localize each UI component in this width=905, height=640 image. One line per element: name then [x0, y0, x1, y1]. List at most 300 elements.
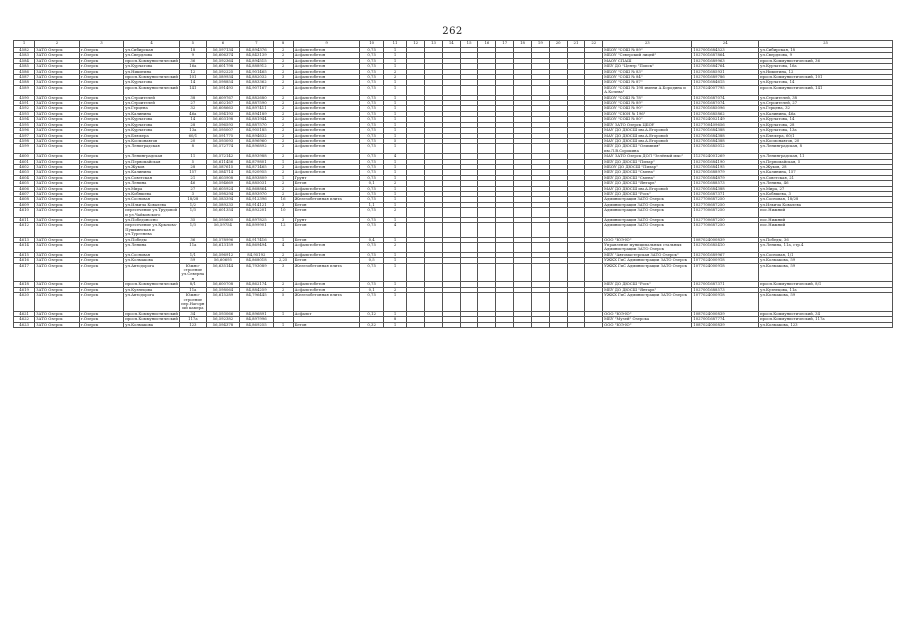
area-cell: 0,75 — [360, 80, 383, 85]
surface-type-cell: Грунт — [293, 175, 360, 180]
house-number-cell: 8/1 — [179, 282, 206, 287]
row-number-cell: 4615 — [14, 252, 35, 257]
source-address-cell: ул.Герцена, 32 — [759, 106, 893, 111]
latitude-cell: 56,597134 — [206, 48, 239, 53]
municipality-cell: ЗАТО Озерск — [35, 218, 80, 223]
settlement-cell: г.Озерск — [79, 287, 124, 292]
empty-cell — [407, 263, 425, 282]
empty-cell — [425, 263, 443, 282]
ogrn-cell: 1027001689786 — [692, 75, 759, 80]
house-number-cell: 27 — [179, 186, 206, 191]
settlement-cell: г.Озерск — [79, 159, 124, 164]
house-number-cell: 28 — [179, 122, 206, 127]
settlement-cell: г.Озерск — [79, 75, 124, 80]
empty-cell — [460, 208, 478, 218]
house-number-cell: Южно-строение пер.Нагорный камера — [181, 292, 205, 311]
latitude-cell: 56,594193 — [206, 111, 239, 116]
surface-type-cell: Бетон — [293, 322, 360, 327]
empty-cell — [460, 243, 478, 253]
empty-cell — [478, 144, 496, 154]
latitude-cell: 56,598854 — [206, 80, 239, 85]
surface-type-cell: Асфальтобетон — [293, 133, 360, 138]
municipality-cell: ЗАТО Озерск — [35, 191, 80, 196]
latitude-cell: 56,613159 — [206, 243, 239, 253]
bin-count-cell: 1 — [383, 128, 406, 133]
municipality-cell: ЗАТО Озерск — [35, 311, 80, 316]
empty-cell — [549, 85, 567, 95]
surface-type-cell: Асфальтобетон — [293, 164, 360, 169]
house-number-cell: 59 — [179, 258, 206, 263]
latitude-cell: 56,595605 — [206, 218, 239, 223]
container-count-cell: 1 — [273, 159, 293, 164]
surface-type-cell: Асфальтобетон — [293, 144, 360, 154]
longitude-cell: 84,899901 — [240, 223, 273, 237]
latitude-cell: 56,601354 — [206, 208, 239, 218]
row-number-cell: 4595 — [14, 122, 35, 127]
area-cell: 0,75 — [360, 175, 383, 180]
owner-cell: МБУ ДО ДЮСШ "Рось" — [603, 282, 692, 287]
municipality-cell: ЗАТО Озерск — [35, 80, 80, 85]
municipality-cell: ЗАТО Озерск — [35, 263, 80, 282]
source-address-cell: ул.Ленина, 11а, стр.4 — [759, 243, 893, 253]
surface-type-cell: Грунт — [293, 218, 360, 223]
source-address-cell: ул.Курчатова, 13а — [759, 128, 893, 133]
ogrn-cell: 1027001688573 — [692, 287, 759, 292]
empty-cell — [407, 144, 425, 154]
settlement-cell: г.Озерск — [79, 197, 124, 202]
empty-cell — [442, 144, 460, 154]
house-number-cell: 35 — [179, 218, 206, 223]
owner-cell: МБУ ЗАТО Озерск ЦБОУ — [603, 122, 692, 127]
latitude-cell: 56,603198 — [206, 117, 239, 122]
empty-cell — [496, 293, 514, 312]
settlement-cell: г.Озерск — [79, 128, 124, 133]
empty-cell — [531, 322, 549, 327]
surface-type-cell: Асфальтобетон — [293, 85, 360, 95]
latitude-cell: 56,578996 — [206, 237, 239, 242]
longitude-cell: 84,868864 — [240, 186, 273, 191]
ogrn-cell: 1027001688979 — [692, 170, 759, 175]
column-number: 24 — [692, 41, 759, 48]
street-cell: ул.Строителей — [124, 101, 180, 106]
longitude-cell: 84,901465 — [240, 69, 273, 74]
row-number-cell: 4612 — [14, 223, 35, 237]
longitude-cell: 84,894632 — [240, 133, 273, 138]
longitude-cell: 84,888912 — [240, 64, 273, 69]
column-number: 5 — [179, 41, 206, 48]
empty-cell — [514, 263, 532, 282]
row-number-cell: 4619 — [14, 287, 35, 292]
latitude-cell: 56,602167 — [206, 101, 239, 106]
area-cell: 0,75 — [360, 164, 383, 169]
owner-cell: ООО "ЮЭ-Ю" — [603, 237, 692, 242]
empty-cell — [549, 263, 567, 282]
empty-cell — [585, 223, 603, 237]
empty-cell — [531, 263, 549, 282]
street-cell: ул.Курчатова — [124, 64, 180, 69]
row-number-cell: 4606 — [14, 186, 35, 191]
source-address-cell: ул.Жуков, 28 — [759, 164, 893, 169]
bin-count-cell: 1 — [383, 133, 406, 138]
longitude-cell: 84,896960 — [240, 138, 273, 143]
surface-type-cell: Бетон — [293, 181, 360, 186]
area-cell: 0,1 — [360, 181, 383, 186]
ogrn-cell: 1027024002149 — [692, 117, 759, 122]
empty-cell — [407, 208, 425, 218]
area-cell: 1,1 — [360, 202, 383, 207]
container-count-cell: 1 — [273, 311, 293, 316]
area-cell: 0,75 — [360, 208, 383, 218]
owner-cell: МБОУ "СОШ № 90" — [603, 106, 692, 111]
municipality-cell: ЗАТО Озерск — [35, 181, 80, 186]
latitude-cell: 56,594378 — [206, 322, 239, 327]
municipality-cell: ЗАТО Озерск — [35, 122, 80, 127]
empty-cell — [425, 293, 443, 312]
owner-cell: МБОУ ДО ДЮСШ "Пилар" — [603, 164, 692, 169]
street-cell: ул.Калинина — [124, 111, 180, 116]
row-number-cell: 4599 — [14, 144, 35, 154]
container-count-cell: 2 — [273, 164, 293, 169]
container-count-cell: 2 — [273, 287, 293, 292]
latitude-cell: 56,605924 — [206, 186, 239, 191]
area-cell: 0,75 — [360, 159, 383, 164]
longitude-cell: 84,907167 — [240, 85, 273, 95]
empty-cell — [425, 243, 443, 253]
owner-cell: МБУ ДО ДЮСШ "Олимпия" им.Л.В.Сорокина — [603, 144, 692, 154]
empty-cell — [407, 243, 425, 253]
longitude-cell: 84,894376 — [240, 48, 273, 53]
house-number-cell: 20 — [179, 138, 206, 143]
page-number: 262 — [442, 26, 463, 37]
container-count-cell: 2 — [273, 181, 293, 186]
bin-count-cell: 1 — [383, 170, 406, 175]
house-number-cell: 21 — [179, 175, 206, 180]
longitude-cell: 84,793089 — [240, 263, 273, 282]
bin-count-cell: 2 — [383, 75, 406, 80]
owner-cell: МБОУ "Северский лицей" — [603, 53, 692, 58]
source-address-cell: просп.Коммунистический, 36 — [759, 58, 893, 63]
container-count-cell: 2 — [273, 138, 293, 143]
surface-type-cell: Асфальтобетон — [293, 191, 360, 196]
row-number-cell: 4597 — [14, 133, 35, 138]
street-cell: ул.Курчатова — [124, 80, 180, 85]
municipality-cell: ЗАТО Озерск — [35, 128, 80, 133]
bin-count-cell: 1 — [383, 58, 406, 63]
longitude-cell: 84,920955 — [240, 170, 273, 175]
settlement-cell: г.Озерск — [79, 191, 124, 196]
source-address-cell: ул.Сибирская, 18 — [759, 48, 893, 53]
column-number: 9 — [293, 41, 360, 48]
bin-count-cell: 1 — [383, 80, 406, 85]
owner-cell: МБУ "Автомастерская ЗАТО Озерск" — [603, 252, 692, 257]
table-row — [14, 243, 893, 253]
row-number-cell: 4622 — [14, 317, 35, 322]
empty-cell — [549, 322, 567, 327]
empty-cell — [585, 293, 603, 312]
area-cell: 0,75 — [360, 154, 383, 159]
ogrn-cell: 1027001684523 — [692, 48, 759, 53]
municipality-cell: ЗАТО Озерск — [35, 159, 80, 164]
bin-count-cell: 1 — [383, 218, 406, 223]
longitude-cell: 84,868018 — [240, 258, 273, 263]
house-number-cell: 14 — [179, 117, 206, 122]
latitude-cell: 56,600708 — [206, 282, 239, 287]
house-number-cell: 101 — [179, 75, 206, 80]
ogrn-cell: 1027001687371 — [692, 282, 759, 287]
longitude-cell: 84,95192 — [240, 252, 273, 257]
street-cell: ул.Никитина — [124, 69, 180, 74]
container-count-cell: 2 — [273, 128, 293, 133]
column-number: 13 — [425, 41, 443, 48]
bin-count-cell: 1 — [383, 293, 406, 312]
owner-cell: МБОУ "СОШ № 80" — [603, 117, 692, 122]
empty-cell — [442, 293, 460, 312]
ogrn-cell: 1027700687250 — [692, 202, 759, 207]
bin-count-cell: 4 — [383, 154, 406, 159]
owner-cell: МБУ ДО ДЮСШ "Смена" — [603, 175, 692, 180]
ogrn-cell: 1027001685862 — [692, 111, 759, 116]
street-cell: ул.Сибирская — [124, 48, 180, 53]
area-cell: 0,75 — [360, 85, 383, 95]
surface-type-cell: Асфальтобетон — [293, 117, 360, 122]
source-address-cell: ул.Колмакова, 123 — [759, 322, 893, 327]
street-cell: ул.Курчатова — [124, 117, 180, 122]
bin-count-cell: 1 — [383, 258, 406, 263]
empty-cell — [514, 243, 532, 253]
settlement-cell: г.Озерск — [79, 223, 124, 237]
empty-cell — [496, 263, 514, 282]
empty-cell — [567, 293, 585, 312]
municipality-cell: ЗАТО Озерск — [35, 282, 80, 287]
owner-cell: Администрация ЗАТО Озерск — [603, 218, 692, 223]
settlement-cell: г.Озерск — [79, 311, 124, 316]
container-count-cell: 2,25 — [273, 258, 293, 263]
empty-cell — [460, 322, 478, 327]
area-cell: 0,75 — [360, 64, 383, 69]
area-cell: 0,12 — [360, 311, 383, 316]
municipality-cell: ЗАТО Озерск — [35, 133, 80, 138]
latitude-cell: 56,603908 — [206, 175, 239, 180]
empty-cell — [549, 144, 567, 154]
municipality-cell: ЗАТО Озерск — [35, 322, 80, 327]
municipality-cell: ЗАТО Озерск — [35, 75, 80, 80]
latitude-cell: 56,606374 — [206, 53, 239, 58]
municipality-cell: ЗАТО Озерск — [35, 223, 80, 237]
municipality-cell: ЗАТО Озерск — [35, 317, 80, 322]
empty-cell — [531, 85, 549, 95]
area-cell: 0,75 — [360, 106, 383, 111]
house-number-cell: 14 — [179, 80, 206, 85]
surface-type-cell: Асфальтобетон — [293, 80, 360, 85]
source-address-cell: ул.Колмакова, 59 — [759, 293, 893, 312]
ogrn-cell: 1027001685931 — [692, 69, 759, 74]
longitude-cell: 84,843139 — [240, 53, 273, 58]
surface-type-cell: Асфальтобетон — [293, 170, 360, 175]
area-cell: 0,75 — [360, 293, 383, 312]
street-cell: просп.Коммунистический — [125, 311, 178, 316]
municipality-cell: ЗАТО Озерск — [35, 69, 80, 74]
house-number-cell: 1/3 — [179, 208, 206, 218]
settlement-cell: г.Озерск — [79, 293, 124, 312]
municipality-cell: ЗАТО Озерск — [35, 186, 80, 191]
owner-cell: МБОУ "СОШ № 78" — [603, 95, 692, 100]
table-row — [14, 208, 893, 218]
empty-cell — [442, 85, 460, 95]
empty-cell — [496, 208, 514, 218]
surface-type-cell: Асфальтобетон — [293, 154, 360, 159]
source-address-cell: ул.Советская, 21 — [759, 175, 893, 180]
owner-cell: МАУ ДО ДЮСШ им.А.Егоровой — [603, 186, 692, 191]
empty-cell — [442, 208, 460, 218]
owner-cell: Управление муниципальных стальных Администрации ЗАТО Озерск — [603, 243, 692, 253]
empty-cell — [531, 144, 549, 154]
owner-cell: МАОУ СПАШ — [603, 58, 692, 63]
settlement-cell: г.Озерск — [79, 186, 124, 191]
bin-count-cell: 1 — [383, 144, 406, 154]
longitude-cell: 84,887570 — [240, 122, 273, 127]
latitude-cell: 56,591493 — [206, 85, 239, 95]
owner-cell: ООО "ЮЭ-Ю" — [603, 322, 692, 327]
bin-count-cell: 5 — [383, 138, 406, 143]
area-cell: 0,75 — [360, 122, 383, 127]
column-number: 10 — [360, 41, 383, 48]
source-address-cell: ул.Ленина, 46 — [759, 181, 893, 186]
empty-cell — [460, 85, 478, 95]
row-number-cell: 4618 — [14, 282, 35, 287]
source-address-cell: просп.Коммунистический, 117а — [759, 317, 893, 322]
area-cell: 0,75 — [360, 282, 383, 287]
ogrn-cell: 1027700687250 — [692, 223, 759, 237]
municipality-cell: ЗАТО Озерск — [35, 170, 80, 175]
street-cell: ул.Ленина — [124, 243, 180, 253]
owner-cell: Администрация ЗАТО Озерск — [603, 197, 692, 202]
column-number: 22 — [585, 41, 603, 48]
bin-count-cell: 1 — [383, 106, 406, 111]
container-count-cell: 2 — [273, 58, 293, 63]
street-cell: ул.Свердлова — [124, 53, 180, 58]
longitude-cell: 84,912396 — [240, 197, 273, 202]
empty-cell — [442, 243, 460, 253]
column-number: 15 — [460, 41, 478, 48]
column-number: 8 — [273, 41, 293, 48]
bin-count-cell: 1 — [383, 202, 406, 207]
source-address-cell: ул.Ленинградская, 8 — [759, 144, 893, 154]
table-row — [14, 85, 893, 95]
bin-count-cell: 2 — [383, 181, 406, 186]
area-cell: 0,1 — [360, 287, 383, 292]
source-address-cell: ул.Кузнецова, 11а — [759, 287, 893, 292]
source-address-cell: ул.Свердлова, 9 — [759, 53, 893, 58]
source-address-cell: ул.Курчатова, 16а — [759, 64, 893, 69]
empty-cell — [549, 208, 567, 218]
empty-cell — [531, 243, 549, 253]
owner-cell: МБУ ДО ДЮСШ "Рось" — [603, 191, 692, 196]
row-number-cell: 4589 — [14, 85, 35, 95]
street-cell: ул.Советская — [124, 175, 180, 180]
area-cell: 0,75 — [360, 69, 383, 74]
column-number: 23 — [603, 41, 692, 48]
latitude-cell: 56,594669 — [206, 181, 239, 186]
house-number-cell: 1/3 — [179, 223, 206, 237]
municipality-cell: ЗАТО Озерск — [35, 154, 80, 159]
row-number-cell: 4623 — [14, 322, 35, 327]
table-row — [14, 144, 893, 154]
row-number-cell: 4600 — [14, 154, 35, 159]
container-count-cell: 2 — [273, 95, 293, 100]
bin-count-cell: 1 — [383, 164, 406, 169]
column-number: 4 — [124, 41, 180, 48]
surface-type-cell: Бетон — [293, 223, 360, 237]
empty-cell — [549, 293, 567, 312]
container-count-cell: 2 — [273, 144, 293, 154]
latitude-cell: 56,595007 — [206, 128, 239, 133]
surface-type-cell: Асфальтобетон — [293, 122, 360, 127]
latitude-cell: 56,598294 — [206, 191, 239, 196]
settlement-cell: г.Озерск — [79, 144, 124, 154]
settlement-cell: г.Озерск — [79, 80, 124, 85]
latitude-cell: 56,589934 — [206, 75, 239, 80]
longitude-cell: 84,879801 — [240, 159, 273, 164]
row-number-cell: 4592 — [14, 106, 35, 111]
settlement-cell: г.Озерск — [79, 117, 124, 122]
row-number-cell: 4609 — [14, 202, 35, 207]
empty-cell — [567, 223, 585, 237]
area-cell: 0,75 — [360, 111, 383, 116]
municipality-cell: ЗАТО Озерск — [35, 164, 80, 169]
street-cell: ул.Колмакова — [124, 258, 180, 263]
bin-count-cell: 1 — [383, 282, 406, 287]
table-row — [14, 263, 893, 282]
row-number-cell: 4621 — [14, 311, 35, 316]
settlement-cell: г.Озерск — [79, 138, 124, 143]
house-number-cell: 28 — [179, 164, 206, 169]
empty-cell — [478, 293, 496, 312]
street-cell: ул.Сосновая — [124, 197, 180, 202]
empty-cell — [407, 223, 425, 237]
container-count-cell: 10 — [273, 208, 293, 218]
row-number-cell: 4610 — [14, 208, 35, 218]
source-address-cell: просп.Коммунистический, 141 — [759, 85, 893, 95]
house-number-cell: 13а — [179, 128, 206, 133]
owner-cell: МБУ ДО ДЮСШ "Янтарь" — [603, 287, 692, 292]
bin-count-cell: 1 — [383, 122, 406, 127]
area-cell: 0,75 — [360, 58, 383, 63]
source-address-cell: пос.Нижний — [759, 218, 893, 223]
street-cell: просп.Коммунистический — [125, 74, 178, 80]
area-cell: 0,75 — [360, 95, 383, 100]
container-count-cell: 3 — [273, 75, 293, 80]
bin-count-cell: 1 — [383, 186, 406, 191]
municipality-cell: ЗАТО Озерск — [35, 175, 80, 180]
ogrn-cell: 1027001684879 — [692, 175, 759, 180]
street-cell: ул.Автодорога — [124, 293, 180, 312]
settlement-cell: г.Озерск — [79, 237, 124, 242]
house-number-cell: 12 — [179, 69, 206, 74]
container-count-cell: 12 — [273, 223, 293, 237]
surface-type-cell: Асфальтобетон — [293, 95, 360, 100]
municipality-cell: ЗАТО Озерск — [35, 243, 80, 253]
empty-cell — [425, 208, 443, 218]
row-number-cell: 4605 — [14, 181, 35, 186]
empty-cell — [478, 223, 496, 237]
source-address-cell: ул.Мира, 27 — [759, 186, 893, 191]
house-number-cell: 5 — [179, 159, 206, 164]
bin-count-cell: 1 — [383, 101, 406, 106]
owner-cell: МБУ ДО "Центр "Поиск" — [603, 64, 692, 69]
container-count-cell: 2 — [273, 48, 293, 53]
owner-cell: ООО "ЮЭ-Ю" — [603, 311, 692, 316]
column-number-row — [14, 41, 893, 48]
